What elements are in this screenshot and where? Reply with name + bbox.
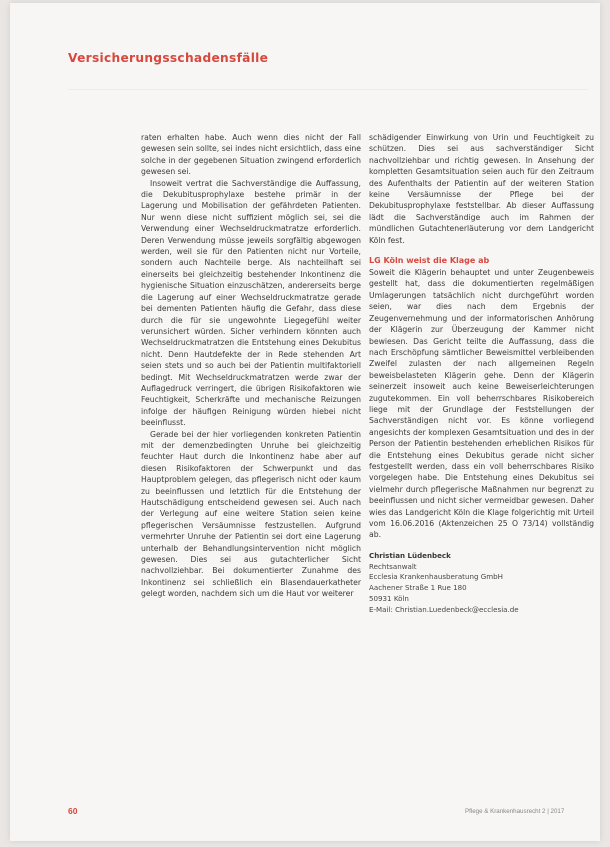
document-page bbox=[10, 3, 600, 841]
author-city: 50931 Köln bbox=[369, 594, 409, 603]
paragraph: Insoweit vertrat die Sachverständige die Auffassung, die Dekubitusprophylaxe bestehe primär in der Lagerung und Mobilisation der gefährdeten Patienten. Nur wenn diese nicht suffizient möglich sei, sei die Verwendung einer Wechseldruckmatratze erforderlich. Deren Verwendung müsse jeweils sorgfältig abgewogen werden, weil sie für den Patienten nicht nur Vorteile, sondern auch Nachteile berge. Als nachteilhaft sei einerseits bei gleichzeitig bestehender Inkontinenz die hygienische Situation einzuschätzen, andererseits berge die Lagerung auf einer Wechseldruckmatratze gerade bei dementen Patienten häufig die Gefahr, dass diese durch die für sie ungewohnte Liegegefühl weiter verunsichert würden. Sicher verhindern könnten auch Wechseldruckmatratzen die Entstehung eines Dekubitus nicht. Denn Hautdefekte der in Rede stehenden Art seien stets und so auch bei der Patientin multifaktoriell bedingt. Mit Wechseldruckmatratzen werde zwar der Auflagedruck verringert, die übrigen Risikofaktoren wie Feuchtigkeit, Scherkräfte und mechanische Reizungen infolge der häufigen Reinigung würden hiebei nicht beeinflusst. bbox=[141, 178, 361, 428]
paragraph: Soweit die Klägerin behauptet und unter Zeugenbeweis gestellt hat, dass die dokumentierten regelmäßigen Umlagerungen tatsächlich nicht durchgeführt worden seien, war dies nach dem Ergebnis der Zeugenvernehmung und der informatorischen Anhörung der Klägerin zur Überzeugung der Kammer nicht bewiesen. Das Gericht teilte die Auffassung, dass die nach Erschöpfung sämtlicher Beweismittel verbleibenden Zweifel zulasten der nach allgemeinen Regeln beweisbelasteten Klägerin gehe. Denn der Klägerin seinerzeit insoweit auch keine Beweiserleichterungen zugutekommen. Ein voll beherrschbares Risikobereich liege mit der Grundlage der Feststellungen der Sachverständigen nicht vor. Es könne vorliegend angesichts der komplexen Gesamtsituation und des in der Person der Patientin bestehenden erheblichen Risikos für die Entstehung eines Dekubitus gerade nicht sicher festgestellt werden, dass ein voll beherrschbares Risiko vorgelegen habe. Die Entstehung eines Dekubitus sei vielmehr durch pflegerische Maßnahmen nur begrenzt zu beeinflussen und nicht sicher vermeidbar gewesen. Daher wies das Landgericht Köln die Klage folgerichtig mit Urteil vom 16.06.2016 (Aktenzeichen 25 O 73/14) vollständig ab. bbox=[369, 268, 594, 540]
right-column bbox=[369, 132, 594, 616]
author-role: Rechtsanwalt bbox=[369, 561, 417, 571]
author-signature bbox=[369, 551, 594, 616]
paragraph: Gerade bei der hier vorliegenden konkreten Patientin mit der demenzbedingten Unruhe bei gleichzeitig feuchter Haut durch die Inkontinenz habe aber auf diesen Risikofaktoren der Schwerpunkt und das Hauptproblem gelegen, das pflegerisch nicht oder kaum zu beeinflussen und letztlich für die Entstehung der Hautschädigung entscheidend gewesen sei. Auch nach der Verlegung auf eine weitere Station seien keine pflegerischen Versäumnisse festzustellen. Aufgrund vermehrter Unruhe der Patientin sei dort eine Lagerung unterhalb der Behandlungsintervention nicht möglich gewesen. Dies sei aus gutachterlicher Sicht nachvollziehbar. Bei dokumentierter Zunahme des Inkontinenz sei schließlich ein Blasendauerkatheter gelegt worden, nachdem sich um die Haut vor weiterer bbox=[141, 429, 361, 599]
section-header: Versicherungsschadensfälle bbox=[68, 51, 269, 65]
publication-info: Pflege & Krankenhausrecht 2 | 2017 bbox=[465, 808, 565, 815]
page-number: 60 bbox=[68, 806, 78, 816]
author-email: E-Mail: Christian.Luedenbeck@ecclesia.de bbox=[369, 604, 519, 614]
author-name: Christian Lüdenbeck bbox=[369, 550, 451, 560]
header-divider bbox=[68, 89, 588, 90]
author-firm: Ecclesia Krankenhausberatung GmbH bbox=[369, 572, 503, 582]
paragraph: schädigender Einwirkung von Urin und Feuchtigkeit zu schützen. Dies sei aus sachverständiger Sicht nachvollziehbar und richtig gewesen. In Ansehung der kompletten Gesamtsituation seien auch für den Zeitraum des Aufenthalts der Patientin auf der weiteren Station keine Versäumnisse der Pflege bei der Dekubitusprophylaxe feststellbar. Ab dieser Auffassung lädt die Sachverständige auch im Rahmen der mündlichen Gutachtenerläuterung vor dem Landgericht Köln fest. bbox=[369, 133, 594, 245]
author-street: Aachener Straße 1 Rue 180 bbox=[369, 583, 467, 593]
paragraph: raten erhalten habe. Auch wenn dies nicht der Fall gewesen sein sollte, sei indes nicht ersichtlich, dass eine solche in der gegebenen Situation zwingend erforderlich gewesen sei. bbox=[141, 133, 361, 177]
section-subheading: LG Köln weist die Klage ab bbox=[369, 256, 490, 266]
left-column bbox=[141, 132, 361, 600]
